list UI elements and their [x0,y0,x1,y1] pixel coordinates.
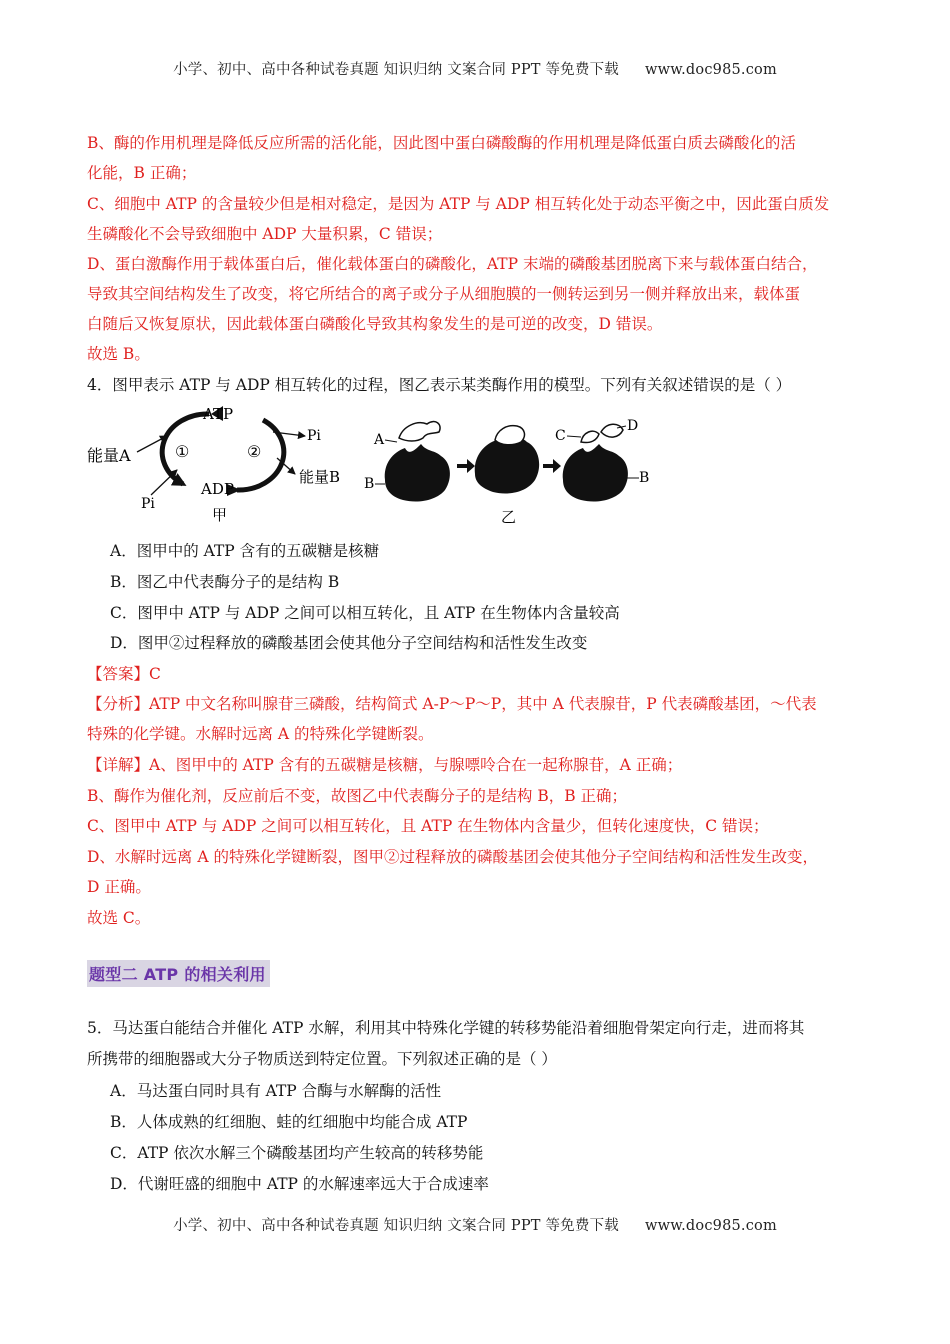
footer-text: 小学、初中、高中各种试卷真题 知识归纳 文案合同 PPT 等免费下载 [173,1218,619,1234]
prev-analysis-d-line2: 导致其空间结构发生了改变，将它所结合的离子或分子从细胞膜的一侧转运到另一侧并释放出来，载体蛋 [87,285,801,303]
label-energy-a: 能量A [87,446,131,465]
q4-choose: 故选 C。 [87,909,151,927]
analysis-text: ATP 中文名称叫腺苷三磷酸，结构简式 A-P～P～P，其中 A 代表腺苷，P 代表磷酸基团，～代表 [149,695,817,713]
prev-choose: 故选 B。 [87,345,150,363]
product-c [581,431,599,442]
label-a: A [374,432,385,448]
line-a [385,440,397,442]
q4-analysis-line1 [87,694,867,714]
page-header [0,58,950,79]
q4-answer [87,664,867,684]
prev-analysis-b-line2: 化能，B 正确； [87,164,197,182]
label-d: D [627,418,639,434]
q4-detail-c: C、图甲中 ATP 与 ADP 之间可以相互转化，且 ATP 在生物体内含量少，但转化速度快，C 错误； [87,817,769,835]
prev-analysis-d-line1: D、蛋白激酶作用于载体蛋白后，催化载体蛋白的磷酸化，ATP 末端的磷酸基团脱离下来与载体蛋白结合， [87,255,818,273]
q5-option-a: A．马达蛋白同时具有 ATP 合酶与水解酶的活性 [110,1082,442,1100]
analysis-label: 【分析】 [87,695,150,713]
prev-analysis-c-line1: C、细胞中 ATP 的含量较少但是相对稳定，是因为 ATP 与 ADP 相互转化处于动态平衡之中，因此蛋白质发 [87,195,830,213]
q5-option-d: D．代谢旺盛的细胞中 ATP 的水解速率远大于合成速率 [110,1175,489,1193]
page-footer [0,1214,950,1235]
q5-option-b: B．人体成熟的红细胞、蛙的红细胞中均能合成 ATP [110,1113,468,1131]
header-text: 小学、初中、高中各种试卷真题 知识归纳 文案合同 PPT 等免费下载 [173,62,619,78]
q4-detail-d-line1: D、水解时远离 A 的特殊化学键断裂，图甲②过程释放的磷酸基团会使其他分子空间结构和活性发生改变， [87,848,818,866]
q4-detail-b: B、酶作为催化剂，反应前后不变，故图乙中代表酶分子的是结构 B，B 正确； [87,787,628,805]
label-adp: ADP [201,480,234,498]
enzyme-model-yi [364,418,649,526]
q5-stem-line1: 5．马达蛋白能结合并催化 ATP 水解，利用其中特殊化学键的转移势能沿着细胞骨架定向行走，进而将其 [87,1019,805,1037]
detail-a-text: A、图甲中的 ATP 含有的五碳糖是核糖，与腺嘌呤合在一起称腺苷，A 正确； [149,756,683,774]
enzyme-b-1 [385,444,450,502]
section-title: 题型二 ATP 的相关利用 [87,960,270,987]
q5-stem-line2: 所携带的细胞器或大分子物质送到特定位置。下列叙述正确的是（ ） [87,1050,557,1068]
line-c [567,436,581,437]
label-atp: ATP [203,405,234,423]
label-b-right: B [639,470,650,486]
q4-analysis-line2: 特殊的化学键。水解时远离 A 的特殊化学键断裂。 [87,725,434,743]
label-step2: ② [247,442,262,461]
prev-analysis-c-line2: 生磷酸化不会导致细胞中 ADP 大量积累，C 错误； [87,225,443,243]
enzyme-b-2 [563,444,628,502]
label-energy-b: 能量B [299,468,341,486]
answer-value: C [149,665,161,683]
q4-option-d: D．图甲②过程释放的磷酸基团会使其他分子空间结构和活性发生改变 [110,634,588,652]
label-b-left: B [364,476,375,492]
bound-substrate [495,426,524,445]
prev-analysis-d-line3: 白随后又恢复原状，因此载体蛋白磷酸化导致其构象发生的是可逆的改变，D 错误。 [87,315,663,333]
product-d [601,424,623,437]
detail-label: 【详解】 [87,756,150,774]
cycle-diagram-jia [87,405,340,524]
q4-detail-d-line2: D 正确。 [87,878,151,896]
q4-option-a: A．图甲中的 ATP 含有的五碳糖是核糖 [110,542,380,560]
q4-option-b: B．图乙中代表酶分子的是结构 B [110,573,340,591]
caption-jia: 甲 [212,506,228,524]
footer-url: www.doc985.com [644,1218,777,1234]
header-url: www.doc985.com [644,62,777,78]
q4-figure [87,400,687,530]
q4-stem: 4．图甲表示 ATP 与 ADP 相互转化的过程，图乙表示某类酶作用的模型。下列有关叙述错误的是（ ） [87,376,792,394]
answer-label: 【答案】 [87,665,150,683]
label-pi-bottom: Pi [141,496,155,512]
label-pi-right: Pi [307,428,321,444]
process-arrow-2 [543,459,561,473]
process-arrow-1 [457,459,475,473]
prev-analysis-b-line1: B、酶的作用机理是降低反应所需的活化能，因此图中蛋白磷酸酶的作用机理是降低蛋白质去磷酸化的活 [87,134,796,152]
q5-option-c: C．ATP 依次水解三个磷酸基团均产生较高的转移势能 [110,1144,484,1162]
q4-option-c: C．图甲中 ATP 与 ADP 之间可以相互转化，且 ATP 在生物体内含量较高 [110,604,620,622]
arrow-pi-bottom [151,470,177,495]
caption-yi: 乙 [501,508,517,526]
label-c: C [555,428,566,444]
substrate-a [399,422,440,441]
q4-detail-a [87,755,867,775]
label-step1: ① [175,442,190,461]
